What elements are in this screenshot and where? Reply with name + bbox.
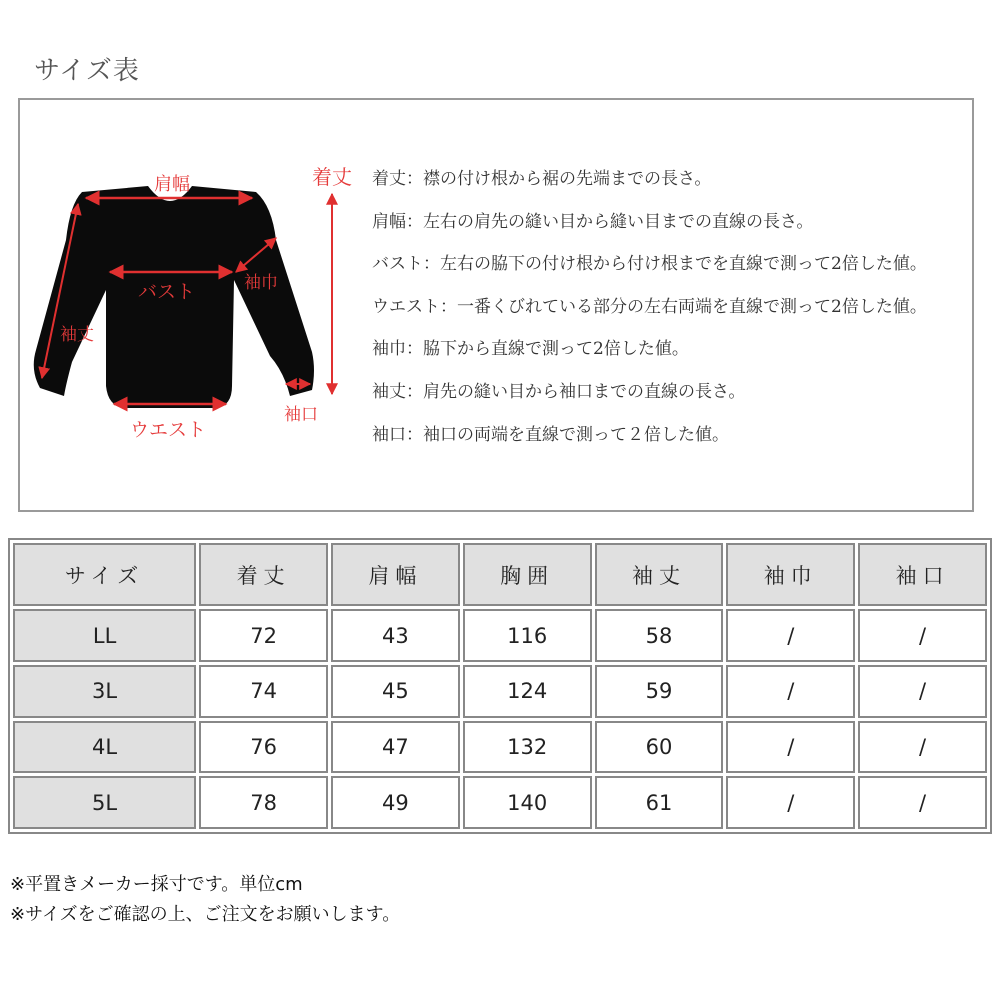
table-cell: / <box>858 665 987 718</box>
measurement-definitions <box>372 158 972 456</box>
footnote-measurement: ※平置きメーカー採寸です。単位cm <box>10 874 303 895</box>
header-size: サイズ <box>13 543 196 606</box>
label-length: 着丈 <box>312 165 352 189</box>
table-cell: / <box>858 609 987 662</box>
table-cell: 59 <box>595 665 724 718</box>
size-cell: 4L <box>13 721 196 774</box>
footnote-order: ※サイズをご確認の上、ご注文をお願いします。 <box>10 904 401 925</box>
table-row <box>13 776 987 829</box>
page-title: サイズ表 <box>34 56 140 86</box>
table-cell: 132 <box>463 721 592 774</box>
table-cell: 43 <box>331 609 460 662</box>
table-cell: 60 <box>595 721 724 774</box>
definition-bust: バスト：左右の脇下の付け根から付け根までを直線で測って2倍した値。 <box>372 254 927 275</box>
size-cell: 5L <box>13 776 196 829</box>
table-row <box>13 609 987 662</box>
header-cuff: 袖口 <box>858 543 987 606</box>
label-bust: バスト <box>138 281 196 303</box>
measurement-diagram-panel <box>18 98 974 512</box>
header-chest: 胸囲 <box>463 543 592 606</box>
table-cell: 76 <box>199 721 328 774</box>
table-cell: / <box>858 721 987 774</box>
table-cell: / <box>726 609 855 662</box>
table-header-row <box>13 543 987 606</box>
definition-sleeve-width: 袖巾：脇下から直線で測って2倍した値。 <box>372 339 689 360</box>
definition-length: 着丈：襟の付け根から裾の先端までの長さ。 <box>372 169 712 189</box>
table-cell: 45 <box>331 665 460 718</box>
header-sleeve-width: 袖巾 <box>726 543 855 606</box>
label-shoulder: 肩幅 <box>154 174 190 195</box>
table-cell: 116 <box>463 609 592 662</box>
table-cell: 78 <box>199 776 328 829</box>
table-cell: 72 <box>199 609 328 662</box>
label-cuff: 袖口 <box>284 405 318 425</box>
table-cell: / <box>858 776 987 829</box>
header-sleeve-length: 袖丈 <box>595 543 724 606</box>
table-cell: / <box>726 776 855 829</box>
table-cell: 74 <box>199 665 328 718</box>
header-length: 着丈 <box>199 543 328 606</box>
header-shoulder: 肩幅 <box>331 543 460 606</box>
sweater-diagram <box>20 100 380 514</box>
size-table <box>8 538 992 834</box>
table-row <box>13 721 987 774</box>
definition-sleeve-length: 袖丈：肩先の縫い目から袖口までの直線の長さ。 <box>372 381 746 402</box>
definition-waist: ウエスト：一番くびれている部分の左右両端を直線で測って2倍した値。 <box>372 296 927 317</box>
table-cell: 49 <box>331 776 460 829</box>
size-cell: LL <box>13 609 196 662</box>
table-cell: 61 <box>595 776 724 829</box>
definition-cuff: 袖口：袖口の両端を直線で測って２倍した値。 <box>372 424 729 445</box>
definition-shoulder: 肩幅：左右の肩先の縫い目から縫い目までの直線の長さ。 <box>372 211 814 232</box>
table-cell: 47 <box>331 721 460 774</box>
label-sleeve-length: 袖丈 <box>60 325 94 345</box>
table-row <box>13 665 987 718</box>
footnotes <box>10 870 400 930</box>
table-cell: 124 <box>463 665 592 718</box>
label-waist: ウエスト <box>130 419 207 441</box>
size-cell: 3L <box>13 665 196 718</box>
label-sleeve-width: 袖巾 <box>244 273 278 293</box>
table-cell: / <box>726 721 855 774</box>
table-cell: / <box>726 665 855 718</box>
table-cell: 140 <box>463 776 592 829</box>
table-cell: 58 <box>595 609 724 662</box>
